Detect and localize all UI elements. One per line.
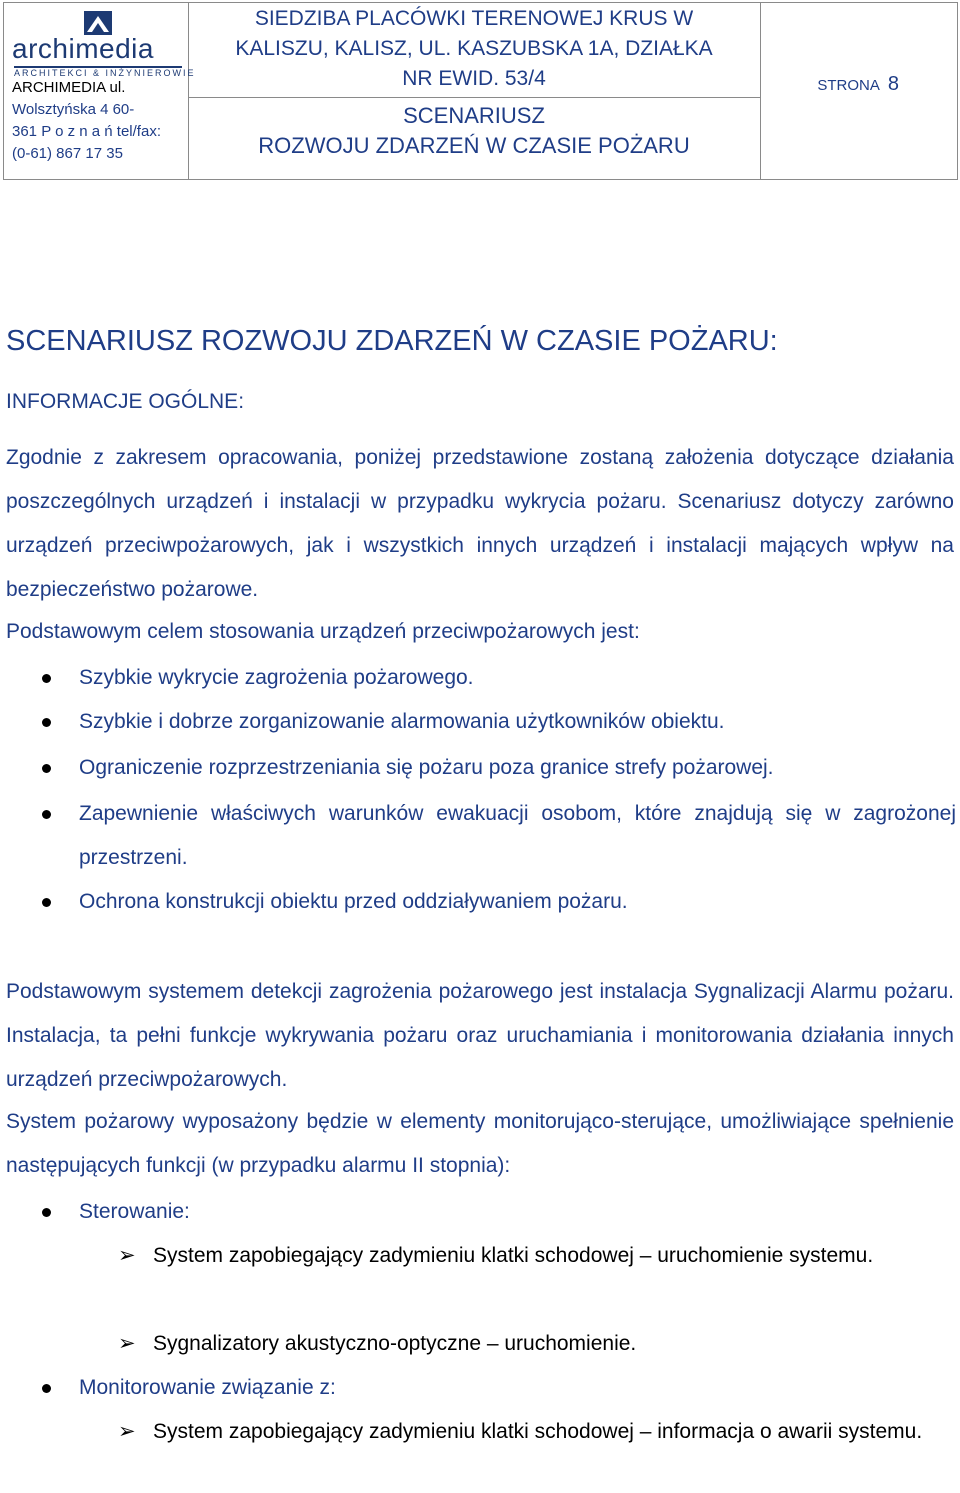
goal-item: Ograniczenie rozprzestrzeniania się pożaru poza granice strefy pożarowej. [79,756,774,779]
goal-item: Ochrona konstrukcji obiektu przed oddziaływaniem pożaru. [79,890,628,913]
section-subtitle: INFORMACJE OGÓLNE: [6,390,245,413]
monitor-label: Monitorowanie związanie z: [79,1376,336,1399]
control-item: System zapobiegający zadymieniu klatki schodowej – uruchomienie systemu. [153,1244,874,1267]
site-line-2: KALISZU, KALISZ, UL. KASZUBSKA 1A, DZIAŁKA [235,37,713,60]
control-item: Sygnalizatory akustyczno-optyczne – uruchomienie. [153,1332,637,1355]
archimedia-logo-icon [84,11,112,35]
document-header [3,2,958,180]
title-cell [188,3,761,179]
page-number: 8 [887,73,899,95]
address-line-1: Wolsztyńska 4 60- [12,101,135,118]
bullet [42,898,51,907]
address-line-3: (0-61) 867 17 35 [12,145,123,162]
page-label: STRONA [817,77,880,94]
doc-title-line-1: SCENARIUSZ [403,103,545,128]
bullet [42,718,51,727]
monitor-item: System zapobiegający zadymieniu klatki schodowej – informacja o awarii systemu. [153,1420,923,1443]
arrow-bullet-icon: ➢ [118,1244,136,1267]
doc-title-line-2: ROZWOJU ZDARZEŃ W CZASIE POŻARU [258,133,690,158]
site-line-3: NR EWID. 53/4 [402,67,546,90]
control-label: Sterowanie: [79,1200,190,1223]
company-cell [4,3,196,179]
goal-item: Szybkie i dobrze zorganizowanie alarmowania użytkowników obiektu. [79,710,725,733]
bullet [42,1208,51,1217]
system-paragraph: Podstawowym systemem detekcji zagrożenia pożarowego jest instalacja Sygnalizacji Alarmu pożaru. Instalacja, ta pełni funkcje wykrywania pożaru oraz uruchamiania i monitorowania działania innych urządzeń przeciwpożarowych. [6,980,954,1091]
goal-item: Szybkie wykrycie zagrożenia pożarowego. [79,666,474,689]
company-logo-subtitle: ARCHITEKCI & INŻYNIEROWIE [14,68,196,78]
intro-paragraph: Zgodnie z zakresem opracowania, poniżej przedstawione zostaną założenia dotyczące działania poszczególnych urządzeń i instalacji w przypadku wykrycia pożaru. Scenariusz dotyczy zarówno urządzeń przeciwpożarowych, jak i wszystkich innych urządzeń i instalacji mających wpływ na bezpieczeństwo pożarowe. [6,446,954,601]
site-block [188,3,760,98]
bullet [42,1384,51,1393]
site-line-1: SIEDZIBA PLACÓWKI TERENOWEJ KRUS W [254,7,694,30]
bullet [42,764,51,773]
arrow-bullet-icon: ➢ [118,1332,136,1355]
equipment-paragraph: System pożarowy wyposażony będzie w elementy monitorująco-sterujące, umożliwiające spełnienie następujących funkcji (w przypadku alarmu II stopnia): [6,1110,954,1177]
page-indicator [817,73,899,96]
bullet [42,810,51,819]
goals-intro: Podstawowym celem stosowania urządzeń przeciwpożarowych jest: [6,620,640,643]
bullet [42,674,51,683]
company-logo-text: archimedia [12,33,154,64]
goal-item: Zapewnienie właściwych warunków ewakuacji osobom, które znajdują się w zagrożonej przestrzeni. [79,802,956,869]
arrow-bullet-icon: ➢ [118,1420,136,1443]
address-line-2: 361 P o z n a ń tel/fax: [12,123,161,140]
page-title: SCENARIUSZ ROZWOJU ZDARZEŃ W CZASIE POŻARU: [6,325,778,357]
company-name: ARCHIMEDIA ul. [12,79,126,96]
